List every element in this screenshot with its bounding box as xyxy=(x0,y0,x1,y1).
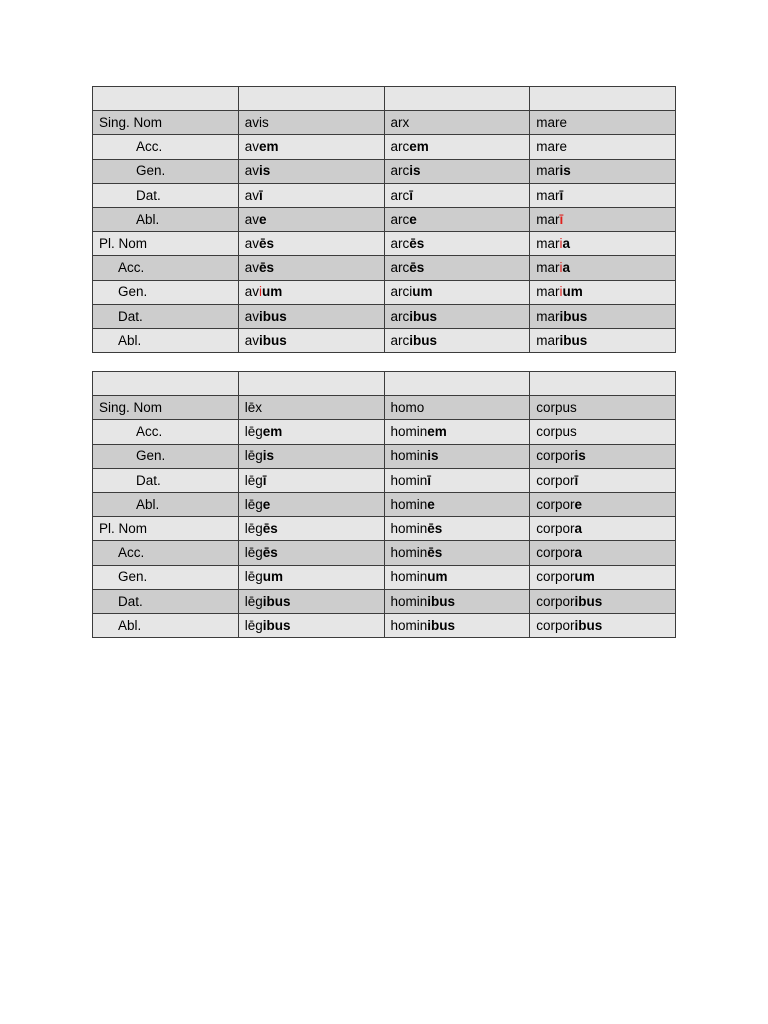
case-ending: ibus xyxy=(409,332,438,348)
highlight-letter: i xyxy=(559,235,563,251)
form-cell xyxy=(384,492,530,516)
header-cell xyxy=(384,87,530,111)
word-stem: arc xyxy=(390,308,410,324)
form-cell xyxy=(384,256,530,280)
case-ending: is xyxy=(574,448,586,464)
form-cell xyxy=(384,444,530,468)
case-ending: is xyxy=(559,163,571,179)
case-ending: ibus xyxy=(427,593,456,609)
case-ending: ēs xyxy=(262,545,278,561)
header-cell xyxy=(93,372,239,396)
case-ending: e xyxy=(262,496,271,512)
case-ending: ibus xyxy=(574,593,603,609)
form-cell xyxy=(384,613,530,637)
word-stem: mar xyxy=(536,235,560,251)
word-stem: avis xyxy=(244,115,269,131)
case-ending: ī xyxy=(262,472,267,488)
case-ending: ī xyxy=(427,472,432,488)
word-stem: homin xyxy=(390,617,428,633)
case-label: Gen. xyxy=(93,159,239,183)
word-stem: homin xyxy=(390,520,428,536)
header-cell xyxy=(238,372,384,396)
case-ending: is xyxy=(259,163,271,179)
word-stem: av xyxy=(244,139,260,155)
table-row xyxy=(93,468,676,492)
form-cell xyxy=(238,492,384,516)
word-stem: corpor xyxy=(536,545,575,561)
word-stem: arc xyxy=(390,332,410,348)
table-header-row xyxy=(93,87,676,111)
word-stem: mar xyxy=(536,187,560,203)
case-ending: um xyxy=(562,284,583,300)
form-cell xyxy=(530,613,676,637)
form-cell xyxy=(238,565,384,589)
table-row xyxy=(93,328,676,352)
table-row xyxy=(93,280,676,304)
header-cell xyxy=(530,372,676,396)
word-stem: homo xyxy=(390,400,425,416)
word-stem: av xyxy=(244,235,260,251)
word-stem: lēg xyxy=(244,545,263,561)
table-row xyxy=(93,565,676,589)
case-ending: ibus xyxy=(262,593,291,609)
case-label: Pl. Nom xyxy=(93,232,239,256)
word-stem: lēg xyxy=(244,496,263,512)
header-cell xyxy=(384,372,530,396)
case-ending: ibus xyxy=(409,308,438,324)
header-cell xyxy=(530,87,676,111)
case-ending: ibus xyxy=(259,308,287,324)
case-label: Gen. xyxy=(93,444,239,468)
case-label: Gen. xyxy=(93,280,239,304)
word-stem: arc xyxy=(390,187,410,203)
case-ending: ī xyxy=(409,187,414,203)
table-row xyxy=(93,183,676,207)
case-ending: ibus xyxy=(259,332,287,348)
case-label: Sing. Nom xyxy=(93,111,239,135)
table-row xyxy=(93,304,676,328)
form-cell xyxy=(384,207,530,231)
word-stem: lēg xyxy=(244,593,263,609)
word-stem: lēg xyxy=(244,448,263,464)
case-label: Acc. xyxy=(93,135,239,159)
word-stem: arc xyxy=(390,139,410,155)
table-row xyxy=(93,396,676,420)
form-cell xyxy=(530,468,676,492)
form-cell xyxy=(238,232,384,256)
table-row xyxy=(93,589,676,613)
case-label: Pl. Nom xyxy=(93,517,239,541)
word-stem: av xyxy=(244,284,260,300)
form-cell xyxy=(530,159,676,183)
table-row xyxy=(93,420,676,444)
word-stem: mar xyxy=(536,332,560,348)
table-row xyxy=(93,207,676,231)
table-row xyxy=(93,541,676,565)
case-ending: is xyxy=(427,448,439,464)
case-ending: ī xyxy=(574,472,579,488)
word-stem: homin xyxy=(390,545,428,561)
form-cell xyxy=(384,589,530,613)
word-stem: arci xyxy=(390,284,413,300)
word-stem: arc xyxy=(390,260,410,276)
case-ending: ī xyxy=(559,187,564,203)
form-cell xyxy=(530,396,676,420)
case-label: Abl. xyxy=(93,613,239,637)
word-stem: mar xyxy=(536,260,560,276)
form-cell xyxy=(384,280,530,304)
case-label: Acc. xyxy=(93,541,239,565)
case-ending: em xyxy=(262,424,283,440)
form-cell xyxy=(384,541,530,565)
header-cell xyxy=(93,87,239,111)
case-ending: a xyxy=(562,235,571,251)
form-cell xyxy=(384,232,530,256)
word-stem: av xyxy=(244,308,260,324)
declension-table-2 xyxy=(92,371,676,638)
case-label: Dat. xyxy=(93,304,239,328)
word-stem: av xyxy=(244,187,260,203)
word-stem: mar xyxy=(536,284,560,300)
case-ending: um xyxy=(412,284,433,300)
form-cell xyxy=(384,420,530,444)
form-cell xyxy=(530,565,676,589)
form-cell xyxy=(238,328,384,352)
word-stem: mar xyxy=(536,308,560,324)
case-label: Dat. xyxy=(93,183,239,207)
form-cell xyxy=(530,135,676,159)
form-cell xyxy=(384,183,530,207)
header-cell xyxy=(238,87,384,111)
word-stem: corpus xyxy=(536,424,577,440)
word-stem: homin xyxy=(390,569,428,585)
form-cell xyxy=(530,207,676,231)
form-cell xyxy=(238,589,384,613)
word-stem: corpor xyxy=(536,569,575,585)
case-ending: em xyxy=(259,139,279,155)
declension-table-body xyxy=(93,372,676,638)
case-ending: is xyxy=(262,448,275,464)
word-stem: corpor xyxy=(536,496,575,512)
case-ending: e xyxy=(259,211,267,227)
form-cell xyxy=(384,135,530,159)
case-ending: ibus xyxy=(262,617,291,633)
form-cell xyxy=(238,183,384,207)
table-row xyxy=(93,111,676,135)
word-stem: av xyxy=(244,163,260,179)
form-cell xyxy=(238,280,384,304)
form-cell xyxy=(530,517,676,541)
form-cell xyxy=(384,517,530,541)
highlight-letter: i xyxy=(559,260,563,276)
form-cell xyxy=(384,468,530,492)
form-cell xyxy=(530,492,676,516)
case-ending: ibus xyxy=(427,617,456,633)
form-cell xyxy=(238,468,384,492)
word-stem: corpor xyxy=(536,448,575,464)
word-stem: corpor xyxy=(536,617,575,633)
case-ending: e xyxy=(574,496,583,512)
word-stem: arx xyxy=(390,115,410,131)
word-stem: av xyxy=(244,211,260,227)
case-ending: ēs xyxy=(409,235,425,251)
case-label: Sing. Nom xyxy=(93,396,239,420)
word-stem: homin xyxy=(390,448,428,464)
form-cell xyxy=(238,304,384,328)
form-cell xyxy=(238,135,384,159)
word-stem: lēg xyxy=(244,424,263,440)
word-stem: homin xyxy=(390,496,428,512)
form-cell xyxy=(530,304,676,328)
case-ending: e xyxy=(427,496,435,512)
case-ending: ēs xyxy=(259,260,275,276)
word-stem: corpus xyxy=(536,400,577,416)
form-cell xyxy=(530,111,676,135)
case-ending: ēs xyxy=(409,260,425,276)
word-stem: av xyxy=(244,332,260,348)
form-cell xyxy=(384,396,530,420)
case-ending: a xyxy=(574,545,583,561)
case-label: Abl. xyxy=(93,207,239,231)
table-row xyxy=(93,256,676,280)
case-ending: a xyxy=(562,260,571,276)
form-cell xyxy=(238,613,384,637)
form-cell xyxy=(238,420,384,444)
case-ending: ī xyxy=(559,211,564,227)
case-ending: ibus xyxy=(574,617,603,633)
table-header-row xyxy=(93,372,676,396)
word-stem: homin xyxy=(390,424,428,440)
table-row xyxy=(93,135,676,159)
form-cell xyxy=(530,232,676,256)
word-stem: mare xyxy=(536,115,568,131)
case-ending: e xyxy=(409,211,417,227)
form-cell xyxy=(238,444,384,468)
highlight-letter: i xyxy=(259,284,263,300)
word-stem: arc xyxy=(390,163,410,179)
form-cell xyxy=(384,111,530,135)
word-stem: corpor xyxy=(536,520,575,536)
table-row xyxy=(93,492,676,516)
case-ending: a xyxy=(574,520,583,536)
case-label: Acc. xyxy=(93,420,239,444)
word-stem: lēg xyxy=(244,617,263,633)
form-cell xyxy=(384,565,530,589)
form-cell xyxy=(238,111,384,135)
case-label: Acc. xyxy=(93,256,239,280)
case-ending: ēs xyxy=(262,520,278,536)
form-cell xyxy=(530,420,676,444)
form-cell xyxy=(384,328,530,352)
declension-table-1 xyxy=(92,86,676,353)
declension-table-body xyxy=(93,87,676,353)
table-row xyxy=(93,517,676,541)
word-stem: av xyxy=(244,260,260,276)
word-stem: lēg xyxy=(244,569,263,585)
word-stem: mare xyxy=(536,139,568,155)
case-ending: ēs xyxy=(259,235,275,251)
form-cell xyxy=(530,541,676,565)
case-ending: em xyxy=(409,139,429,155)
form-cell xyxy=(384,159,530,183)
form-cell xyxy=(238,396,384,420)
case-ending: ēs xyxy=(427,520,443,536)
form-cell xyxy=(238,541,384,565)
form-cell xyxy=(530,328,676,352)
form-cell xyxy=(530,280,676,304)
case-label: Gen. xyxy=(93,565,239,589)
form-cell xyxy=(238,159,384,183)
table-row xyxy=(93,159,676,183)
word-stem: lēg xyxy=(244,520,263,536)
table-row xyxy=(93,613,676,637)
word-stem: mar xyxy=(536,211,560,227)
case-ending: um xyxy=(427,569,448,585)
case-ending: um xyxy=(574,569,595,585)
word-stem: lēg xyxy=(244,472,263,488)
word-stem: lēx xyxy=(244,400,263,416)
case-ending: ī xyxy=(259,187,263,203)
case-ending: is xyxy=(409,163,421,179)
word-stem: arc xyxy=(390,235,410,251)
case-ending: um xyxy=(262,569,284,585)
word-stem: corpor xyxy=(536,472,575,488)
word-stem: mar xyxy=(536,163,560,179)
word-stem: corpor xyxy=(536,593,575,609)
form-cell xyxy=(238,256,384,280)
highlight-letter: i xyxy=(559,284,563,300)
form-cell xyxy=(530,444,676,468)
form-cell xyxy=(238,207,384,231)
form-cell xyxy=(384,304,530,328)
form-cell xyxy=(530,256,676,280)
table-row xyxy=(93,232,676,256)
case-ending: ibus xyxy=(559,308,588,324)
case-label: Dat. xyxy=(93,589,239,613)
case-label: Dat. xyxy=(93,468,239,492)
word-stem: homin xyxy=(390,472,428,488)
case-label: Abl. xyxy=(93,492,239,516)
case-ending: ēs xyxy=(427,545,443,561)
table-row xyxy=(93,444,676,468)
word-stem: arc xyxy=(390,211,410,227)
case-ending: ibus xyxy=(559,332,588,348)
form-cell xyxy=(530,589,676,613)
form-cell xyxy=(238,517,384,541)
form-cell xyxy=(530,183,676,207)
case-label: Abl. xyxy=(93,328,239,352)
case-ending: em xyxy=(427,424,447,440)
word-stem: homin xyxy=(390,593,428,609)
case-ending: um xyxy=(262,284,283,300)
